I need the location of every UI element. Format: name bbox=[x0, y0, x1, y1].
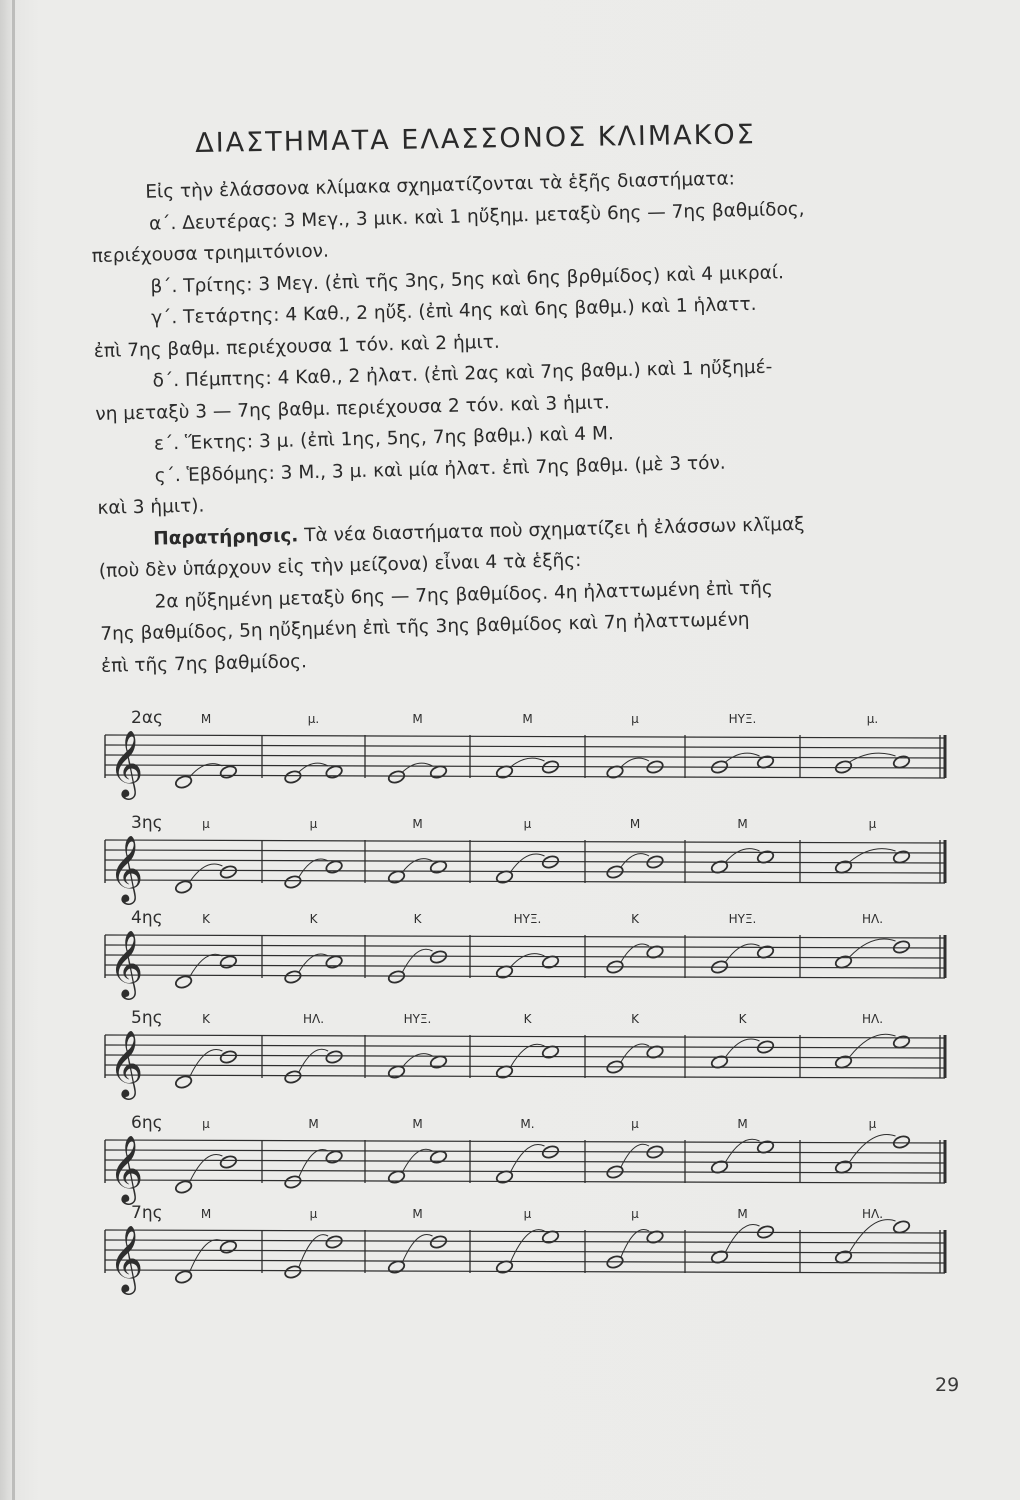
interval-label: 4ης bbox=[131, 908, 163, 928]
interval-quality-label: μ bbox=[309, 817, 318, 831]
interval-quality-label: ΗΥΞ. bbox=[513, 912, 542, 926]
whole-note bbox=[219, 864, 238, 879]
interval-quality-label: Μ bbox=[737, 1207, 748, 1221]
staff-line bbox=[105, 1230, 945, 1233]
whole-note bbox=[429, 949, 448, 964]
paragraph-seventh: ς΄. Ἑβδόμης: 3 Μ., 3 μ. καὶ μία ἠλατ. ἐπὶ 7ης βαθμ. (μὲ 3 τόν. bbox=[154, 452, 726, 487]
paragraph-sixth: ε΄. Ἕκτης: 3 μ. (ἐπὶ 1ης, 5ης, 7ης βαθμ.) καὶ 4 Μ. bbox=[153, 423, 615, 455]
interval-quality-label: ΗΛ. bbox=[861, 1012, 884, 1026]
interval-arc bbox=[621, 1144, 649, 1167]
observation-label: Παρατήρησις. bbox=[152, 524, 299, 550]
interval-quality-label: Μ bbox=[200, 1207, 212, 1221]
interval-quality-label: μ bbox=[309, 1207, 318, 1221]
interval-quality-label: Κ bbox=[738, 1012, 747, 1026]
observation-text: Τὰ νέα διαστήματα ποὺ σχηματίζει ἡ ἐλάσσων κλῖμαξ bbox=[298, 513, 805, 546]
staff-line bbox=[105, 975, 945, 978]
interval-arc bbox=[511, 1044, 545, 1067]
staff-line bbox=[105, 1045, 945, 1048]
music-staves-svg bbox=[0, 690, 1020, 1330]
observation-line-4: 7ης βαθμίδος, 5η ηὔξημένη ἐπὶ τῆς 3ης βαθμίδος καὶ 7η ἠλαττωμένη bbox=[100, 609, 750, 645]
interval-quality-label: Μ bbox=[737, 1117, 748, 1131]
interval-arc bbox=[190, 1049, 223, 1077]
interval-quality-label: μ bbox=[523, 817, 532, 831]
interval-label: 3ης bbox=[131, 813, 163, 833]
interval-arc bbox=[850, 849, 896, 862]
treble-clef-icon: 𝄞 bbox=[109, 1134, 144, 1202]
interval-arc bbox=[299, 763, 328, 772]
staff-line bbox=[105, 1065, 945, 1068]
paragraph-fourth: γ΄. Τετάρτης: 4 Καθ., 2 ηὔξ. (ἐπὶ 4ης καὶ 6ης βαθμ.) καὶ 1 ἡλαττ. bbox=[150, 293, 757, 329]
interval-quality-label: μ. bbox=[307, 712, 320, 726]
staff-line bbox=[105, 860, 945, 863]
whole-note bbox=[325, 1149, 344, 1164]
treble-clef-icon: 𝄞 bbox=[109, 834, 144, 902]
interval-quality-label: ΗΥΞ. bbox=[728, 912, 757, 926]
interval-quality-label: Κ bbox=[413, 912, 422, 926]
interval-arc bbox=[299, 1049, 328, 1072]
interval-arc bbox=[299, 859, 328, 877]
whole-note bbox=[429, 1234, 448, 1249]
staff-line bbox=[105, 935, 945, 938]
interval-label: 6ης bbox=[131, 1113, 163, 1133]
treble-clef-icon: 𝄞 bbox=[109, 729, 144, 797]
whole-note bbox=[325, 764, 344, 779]
interval-arc bbox=[190, 1240, 223, 1272]
observation-line-2: (ποὺ δὲν ὑπάρχουν εἰς τὴν μείζονα) εἶναι 4 τὰ ἑξῆς: bbox=[98, 549, 582, 582]
paragraph-second-cont: περιέχουσα τριημιτόνιον. bbox=[91, 240, 330, 267]
interval-quality-label: μ bbox=[202, 817, 210, 831]
treble-clef-icon: 𝄞 bbox=[109, 1224, 144, 1292]
interval-quality-label: ΗΥΞ. bbox=[728, 712, 757, 726]
interval-quality-label: μ. bbox=[866, 712, 879, 726]
interval-quality-label: Κ bbox=[523, 1012, 532, 1026]
interval-arc bbox=[621, 758, 649, 767]
interval-label: 7ης bbox=[131, 1203, 163, 1223]
interval-quality-label: μ bbox=[202, 1117, 210, 1131]
interval-quality-label: Κ bbox=[202, 912, 210, 926]
whole-note bbox=[892, 939, 911, 954]
interval-quality-label: ΗΛ. bbox=[861, 1207, 884, 1221]
interval-arc bbox=[621, 1229, 649, 1257]
interval-quality-label: Κ bbox=[631, 912, 639, 926]
page-number: 29 bbox=[935, 1374, 960, 1396]
interval-quality-label: Μ bbox=[412, 817, 423, 831]
whole-note bbox=[219, 764, 238, 779]
staff-line bbox=[105, 745, 945, 748]
treble-clef-icon: 𝄞 bbox=[109, 1029, 144, 1097]
staff-line bbox=[105, 1035, 945, 1038]
staff-line bbox=[105, 1160, 945, 1163]
interval-quality-label: μ bbox=[631, 1117, 639, 1131]
interval-arc bbox=[726, 1039, 760, 1057]
interval-quality-label: Μ. bbox=[520, 1117, 535, 1131]
paragraph-fifth-cont: νη μεταξὺ 3 — 7ης βαθμ. περιέχουσα 2 τόν. καὶ 3 ἡμιτ. bbox=[95, 391, 611, 425]
staff-line bbox=[105, 1270, 945, 1273]
interval-arc bbox=[299, 1149, 328, 1177]
interval-label: 2ας bbox=[131, 708, 163, 728]
interval-label: 5ης bbox=[131, 1008, 163, 1028]
music-examples bbox=[0, 690, 1020, 1330]
staff-line bbox=[105, 1075, 945, 1078]
staff-line bbox=[105, 1180, 945, 1183]
staff-line bbox=[105, 1055, 945, 1058]
interval-arc bbox=[403, 949, 433, 972]
staff-line bbox=[105, 735, 945, 738]
whole-note bbox=[892, 1134, 911, 1149]
paragraph-fourth-cont: ἐπὶ 7ης βαθμ. περιέχουσα 1 τόν. καὶ 2 ἡμιτ. bbox=[93, 331, 500, 362]
whole-note bbox=[219, 954, 238, 969]
interval-arc bbox=[190, 864, 223, 882]
treble-clef-icon: 𝄞 bbox=[109, 929, 144, 997]
paragraph-third: β΄. Τρίτης: 3 Μεγ. (ἐπὶ τῆς 3ης, 5ης καὶ 6ης βρθμίδος) καὶ 4 μικραί. bbox=[150, 261, 785, 298]
interval-arc bbox=[299, 954, 328, 972]
interval-quality-label: Μ bbox=[412, 1117, 423, 1131]
interval-arc bbox=[726, 849, 760, 862]
interval-arc bbox=[850, 1220, 896, 1252]
interval-arc bbox=[511, 758, 545, 767]
interval-quality-label: Κ bbox=[631, 1012, 639, 1026]
body-text bbox=[90, 158, 961, 681]
page-title: ΔΙΑΣΤΗΜΑΤΑ ΕΛΑΣΣΟΝΟΣ ΚΛΙΜΑΚΟΣ bbox=[195, 119, 756, 159]
whole-note bbox=[325, 1234, 344, 1249]
interval-quality-label: Μ bbox=[308, 1117, 319, 1131]
staff-line bbox=[105, 1170, 945, 1173]
interval-quality-label: Μ bbox=[737, 817, 748, 831]
interval-arc bbox=[511, 854, 545, 872]
interval-quality-label: Μ bbox=[412, 1207, 423, 1221]
whole-note bbox=[219, 1049, 238, 1064]
whole-note bbox=[325, 1049, 344, 1064]
interval-quality-label: Μ bbox=[629, 817, 641, 831]
interval-arc bbox=[511, 1230, 545, 1262]
whole-note bbox=[219, 1239, 238, 1254]
interval-quality-label: Μ bbox=[522, 712, 533, 726]
interval-arc bbox=[850, 1134, 896, 1162]
paragraph-seventh-cont: καὶ 3 ἡμιτ). bbox=[97, 495, 205, 519]
staff-line bbox=[105, 880, 945, 883]
interval-arc bbox=[403, 1234, 433, 1262]
staff-line bbox=[105, 850, 945, 853]
whole-note bbox=[325, 859, 344, 874]
staff-line bbox=[105, 840, 945, 843]
interval-quality-label: Κ bbox=[202, 1012, 210, 1026]
paragraph-fifth: δ΄. Πέμπτης: 4 Καθ., 2 ἠλατ. (ἐπὶ 2ας καὶ 7ης βαθμ.) καὶ 1 ηὔξημέ- bbox=[152, 356, 773, 392]
staff-line bbox=[105, 1260, 945, 1263]
interval-arc bbox=[621, 854, 649, 867]
interval-arc bbox=[403, 763, 433, 772]
interval-quality-label: ΗΛ. bbox=[861, 912, 884, 926]
interval-arc bbox=[190, 1154, 223, 1182]
interval-quality-label: Μ bbox=[200, 712, 212, 726]
interval-quality-label: μ bbox=[523, 1207, 532, 1221]
observation-line-3: 2α ηὔξημένη μεταξὺ 6ης — 7ης βαθμίδος. 4η ἠλαττωμένη ἐπὶ τῆς bbox=[154, 577, 773, 613]
interval-quality-label: μ bbox=[868, 1117, 877, 1131]
interval-quality-label: Κ bbox=[309, 912, 318, 926]
staff-line bbox=[105, 1140, 945, 1143]
paragraph-second: α΄. Δευτέρας: 3 Μεγ., 3 μικ. καὶ 1 ηὔξημ. μεταξὺ 6ης — 7ης βαθμίδος, bbox=[148, 198, 805, 235]
staff-line bbox=[105, 755, 945, 758]
interval-quality-label: ΗΥΞ. bbox=[403, 1012, 432, 1026]
interval-arc bbox=[511, 1144, 545, 1172]
interval-quality-label: μ bbox=[868, 817, 877, 831]
staff-line bbox=[105, 945, 945, 948]
interval-quality-label: ΗΛ. bbox=[302, 1012, 325, 1026]
interval-quality-label: μ bbox=[631, 712, 639, 726]
whole-note bbox=[219, 1154, 238, 1169]
staff-line bbox=[105, 870, 945, 873]
interval-quality-label: μ bbox=[631, 1207, 639, 1221]
interval-arc bbox=[511, 954, 545, 967]
interval-arc bbox=[726, 1224, 760, 1252]
interval-quality-label: Μ bbox=[412, 712, 423, 726]
paragraph-intro: Εἰς τὴν ἐλάσσονα κλίμακα σχηματίζονται τὰ ἑξῆς διαστήματα: bbox=[145, 168, 736, 203]
whole-note bbox=[325, 954, 344, 969]
observation-line-5: ἐπὶ τῆς 7ης βαθμίδος. bbox=[100, 650, 308, 677]
